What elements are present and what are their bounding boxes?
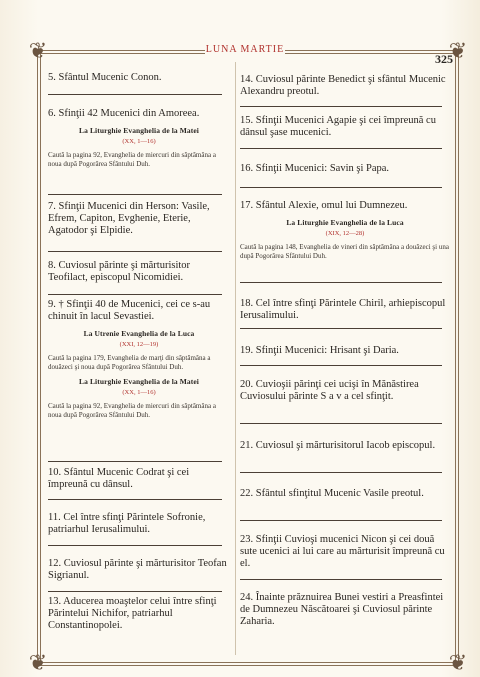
calendar-entry [240, 200, 450, 260]
calendar-entry [48, 299, 230, 419]
entry-separator [240, 148, 442, 149]
entry-separator [48, 294, 222, 295]
calendar-entry [240, 534, 450, 570]
entry-title: 20. Cuvioşii părinţi cei ucişi în Mănăstirea Cuviosului părinte S a v a cel sfinţit. [240, 379, 419, 402]
reading-reference: (XXI, 12—19) [119, 341, 159, 348]
calendar-entry [240, 440, 450, 452]
reading-reference: (XX, 1—16) [122, 138, 156, 145]
entry-title: 15. Sfinţii Mucenici Agapie şi cei împreună cu dânsul şase mucenici. [240, 115, 436, 138]
entry-separator [48, 94, 222, 95]
reading-reference: (XIX, 12—28) [325, 230, 365, 237]
column-divider [235, 62, 236, 655]
entry-separator [48, 251, 222, 252]
entry-title: 23. Sfinţii Cuvioşi mucenici Nicon şi cei două sute ucenici ai lui care au mărturisit împreună cu el. [240, 534, 445, 569]
calendar-entry [48, 596, 230, 632]
page-number: 325 [435, 52, 453, 66]
entry-separator [48, 499, 222, 500]
calendar-entry [48, 260, 230, 284]
reading-note: Caută la pagina 148, Evanghelia de vineri din săptămâna a douăzeci şi una după Pogorârea Sfântului Duh. [240, 243, 449, 260]
calendar-entry [48, 512, 230, 536]
reading-note: Caută la pagina 92, Evanghelia de miercuri din săptămâna a noua după Pogorârea Sfântului Duh. [48, 402, 216, 419]
corner-ornament-icon: ❦ [28, 650, 48, 675]
entry-separator [240, 282, 442, 283]
entry-title: 14. Cuviosul părinte Benedict şi sfântul Mucenic Alexandru preotul. [240, 74, 446, 97]
calendar-entry [48, 467, 230, 491]
frame-left-border [37, 50, 41, 662]
entry-separator [48, 461, 222, 462]
calendar-entry [48, 558, 230, 582]
entry-title: 11. Cel între sfinţi Părintele Sofronie, patriarhul Ierusalimului. [48, 512, 206, 535]
entry-separator [240, 187, 442, 188]
calendar-entry [240, 115, 450, 139]
reading-note: Caută la pagina 92, Evanghelia de miercuri din săptămâna a noua după Pogorârea Sfântului Duh. [48, 151, 216, 168]
calendar-entry [240, 592, 450, 628]
calendar-entry [240, 74, 450, 98]
entry-title: 7. Sfinţii Mucenici din Herson: Vasile, Efrem, Capiton, Evghenie, Eterie, Agatodor şi Elpidie. [48, 201, 210, 236]
calendar-entry [48, 108, 230, 168]
entry-title: 19. Sfinţii Mucenici: Hrisant şi Daria. [240, 345, 399, 356]
entry-separator [240, 579, 442, 580]
corner-ornament-icon: ❦ [448, 650, 468, 675]
entry-title: 10. Sfântul Mucenic Codrat şi cei împreună cu dânsul. [48, 467, 190, 490]
entry-separator [48, 545, 222, 546]
entry-title: 8. Cuviosul părinte şi mărturisitor Teofilact, episcopul Nicomidiei. [48, 260, 191, 283]
running-header: LUNA MARTIE [205, 44, 285, 55]
entry-title: 22. Sfântul sfinţitul Mucenic Vasile preotul. [240, 488, 424, 499]
corner-ornament-icon: ❦ [28, 38, 48, 63]
entry-title: 13. Aducerea moaştelor celui între sfinţi Părintelui Nichifor, patriarhul Constantinopolei. [48, 596, 217, 631]
frame-right-border [455, 50, 459, 662]
entry-separator [240, 423, 442, 424]
entry-separator [240, 520, 442, 521]
reading-note: Caută la pagina 179, Evanghelia de marţi din săptămâna a douăzeci şi noua după Pogorârea Sfântului Duh. [48, 354, 211, 371]
calendar-entry [240, 379, 450, 403]
entry-title: 24. Înainte prăznuirea Bunei vestiri a Preasfintei de Dumnezeu Născătoarei şi Cuviosul părinte Zaharia. [240, 592, 444, 627]
calendar-entry [48, 72, 230, 84]
entry-separator [48, 194, 222, 195]
calendar-entry [240, 488, 450, 500]
corner-ornament-icon: ❦ [448, 38, 468, 63]
calendar-entry [240, 163, 450, 175]
entry-title: 16. Sfinţii Mucenici: Savin şi Papa. [240, 163, 390, 174]
reading-heading: La Liturghie Evanghelia de la Matei [79, 126, 199, 135]
entry-title: 9. † Sfinţii 40 de Mucenici, cei ce s-au chinuit în lacul Sevastiei. [48, 299, 211, 322]
calendar-entry [240, 345, 450, 357]
entry-title: 18. Cel între sfinţi Părintele Chiril, arhiepiscopul Ierusalimului. [240, 298, 446, 321]
reading-heading: La Utrenie Evanghelia de la Luca [83, 329, 195, 338]
entry-title: 5. Sfântul Mucenic Conon. [48, 72, 162, 83]
entry-title: 17. Sfântul Alexie, omul lui Dumnezeu. [240, 200, 408, 211]
entry-title: 6. Sfinţii 42 Mucenici din Amoreea. [48, 108, 200, 119]
entry-separator [240, 328, 442, 329]
entry-separator [48, 591, 222, 592]
entry-separator [240, 106, 442, 107]
reading-heading: La Liturghie Evanghelia de la Matei [79, 377, 199, 386]
entry-title: 21. Cuviosul şi mărturisitorul Iacob episcopul. [240, 440, 436, 451]
entry-separator [240, 472, 442, 473]
reading-reference: (XX, 1—16) [122, 389, 156, 396]
frame-bottom-border [38, 662, 458, 666]
reading-heading: La Liturghie Evanghelia de la Luca [286, 218, 404, 227]
calendar-entry [48, 201, 230, 237]
entry-separator [240, 365, 442, 366]
entry-title: 12. Cuviosul părinte şi mărturisitor Teofan Sigrianul. [48, 558, 227, 581]
calendar-entry [240, 298, 450, 322]
